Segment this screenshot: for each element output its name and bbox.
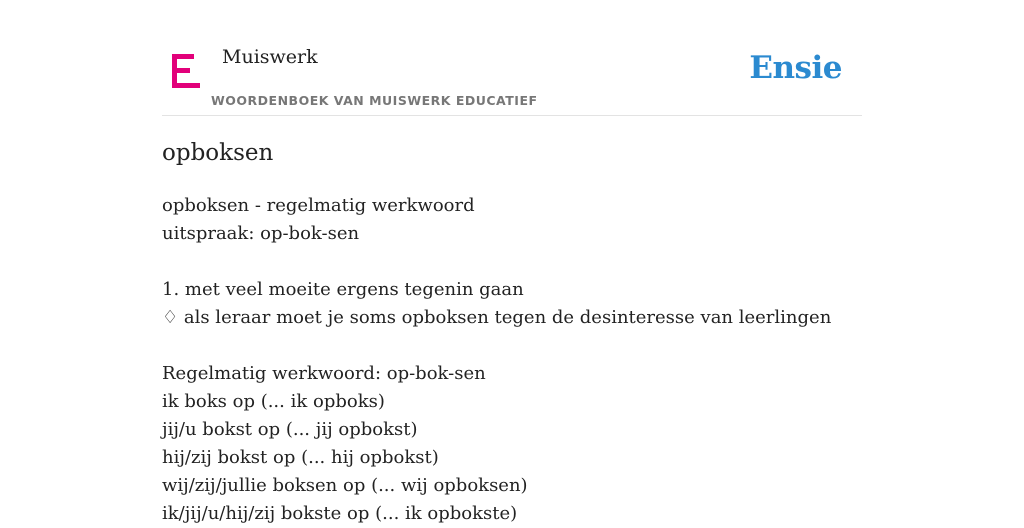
spacer <box>162 332 862 360</box>
spacer <box>162 248 862 276</box>
brand-name[interactable]: Muiswerk <box>222 46 318 68</box>
entry-intro-line: opboksen - regelmatig werkwoord <box>162 195 475 216</box>
entry-body <box>162 192 862 528</box>
conjugation-heading: Regelmatig werkwoord: op-bok-sen <box>162 363 486 384</box>
entry-title: opboksen <box>162 140 274 166</box>
conjugation-line: wij/zij/jullie boksen op (... wij opboksen) <box>162 475 528 496</box>
ensie-logo[interactable]: Ensie <box>749 50 842 86</box>
conjugation-line: hij/zij bokst op (... hij opbokst) <box>162 447 439 468</box>
conjugation-line: ik/jij/u/hij/zij bokste op (... ik opbokste) <box>162 503 518 524</box>
muiswerk-logo-icon[interactable] <box>172 54 200 88</box>
conjugation-line: jij/u bokst op (... jij opbokst) <box>162 419 418 440</box>
site-header <box>162 40 862 116</box>
brand-subtitle: WOORDENBOEK VAN MUISWERK EDUCATIEF <box>211 93 538 108</box>
entry-meaning-line: 1. met veel moeite ergens tegenin gaan <box>162 279 524 300</box>
conjugation-line: ik boks op (... ik opboks) <box>162 391 385 412</box>
entry-example-line: ♢ als leraar moet je soms opboksen tegen de desinteresse van leerlingen <box>162 307 832 328</box>
entry-pronunciation-line: uitspraak: op-bok-sen <box>162 223 360 244</box>
